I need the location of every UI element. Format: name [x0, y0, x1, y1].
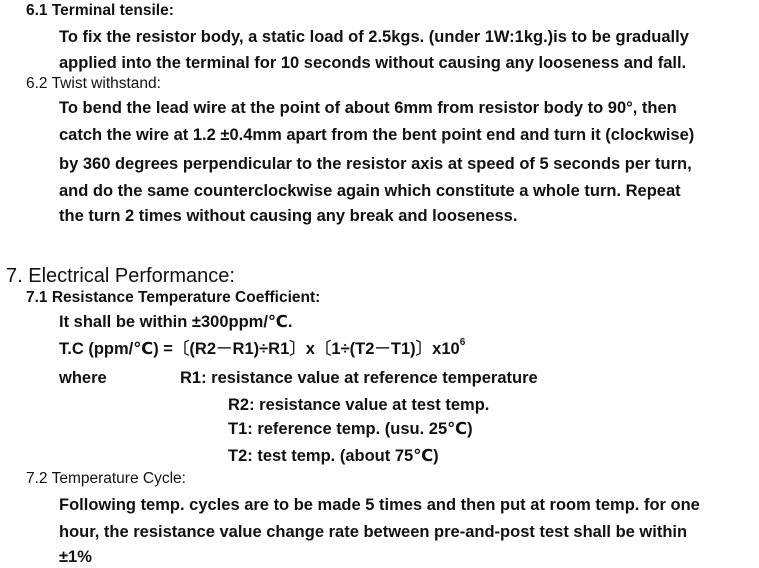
tc-formula-text: T.C (ppm/℃) =〔(R2－R1)÷R1〕x〔1÷(T2－T1)〕x10	[59, 340, 460, 358]
tc-formula-exponent: 6	[459, 337, 466, 348]
section-6-2-line-1: To bend the lead wire at the point of about 6mm from resistor body to 90°, then	[59, 99, 677, 117]
section-6-1-line-2: applied into the terminal for 10 seconds without causing any looseness and fall.	[59, 54, 687, 72]
def-t2: T2: test temp. (about 75℃)	[228, 447, 439, 465]
section-7-2-heading: 7.2 Temperature Cycle:	[26, 470, 186, 487]
section-6-2-line-2: catch the wire at 1.2 ±0.4mm apart from the bent point end and turn it (clockwise)	[59, 126, 695, 144]
tc-formula	[59, 337, 466, 358]
section-6-1-heading: 6.1 Terminal tensile:	[26, 2, 174, 19]
section-7-1-heading: 7.1 Resistance Temperature Coefficient:	[26, 289, 321, 306]
section-7-2-line-3: ±1%	[59, 548, 92, 566]
section-6-2-line-3: by 360 degrees perpendicular to the resistor axis at speed of 5 seconds per turn,	[59, 155, 692, 173]
section-6-2-heading: 6.2 Twist withstand:	[26, 75, 161, 92]
where-label: where	[59, 369, 107, 387]
section-7-2-line-2: hour, the resistance value change rate between pre-and-post test shall be within	[59, 523, 688, 541]
section-6-1-line-1: To fix the resistor body, a static load of 2.5kgs. (under 1W:1kg.)is to be gradually	[59, 28, 689, 46]
section-7-heading: 7. Electrical Performance:	[6, 265, 235, 287]
section-6-2-line-5: the turn 2 times without causing any break and looseness.	[59, 207, 518, 225]
def-r2: R2: resistance value at test temp.	[228, 396, 490, 414]
def-t1: T1: reference temp. (usu. 25℃)	[228, 420, 473, 438]
section-7-2-line-1: Following temp. cycles are to be made 5 times and then put at room temp. for one	[59, 496, 700, 514]
def-r1: R1: resistance value at reference temperature	[180, 369, 538, 387]
section-6-2-line-4: and do the same counterclockwise again which constitute a whole turn. Repeat	[59, 182, 681, 200]
within-text: It shall be within ±300ppm/℃.	[59, 313, 293, 331]
